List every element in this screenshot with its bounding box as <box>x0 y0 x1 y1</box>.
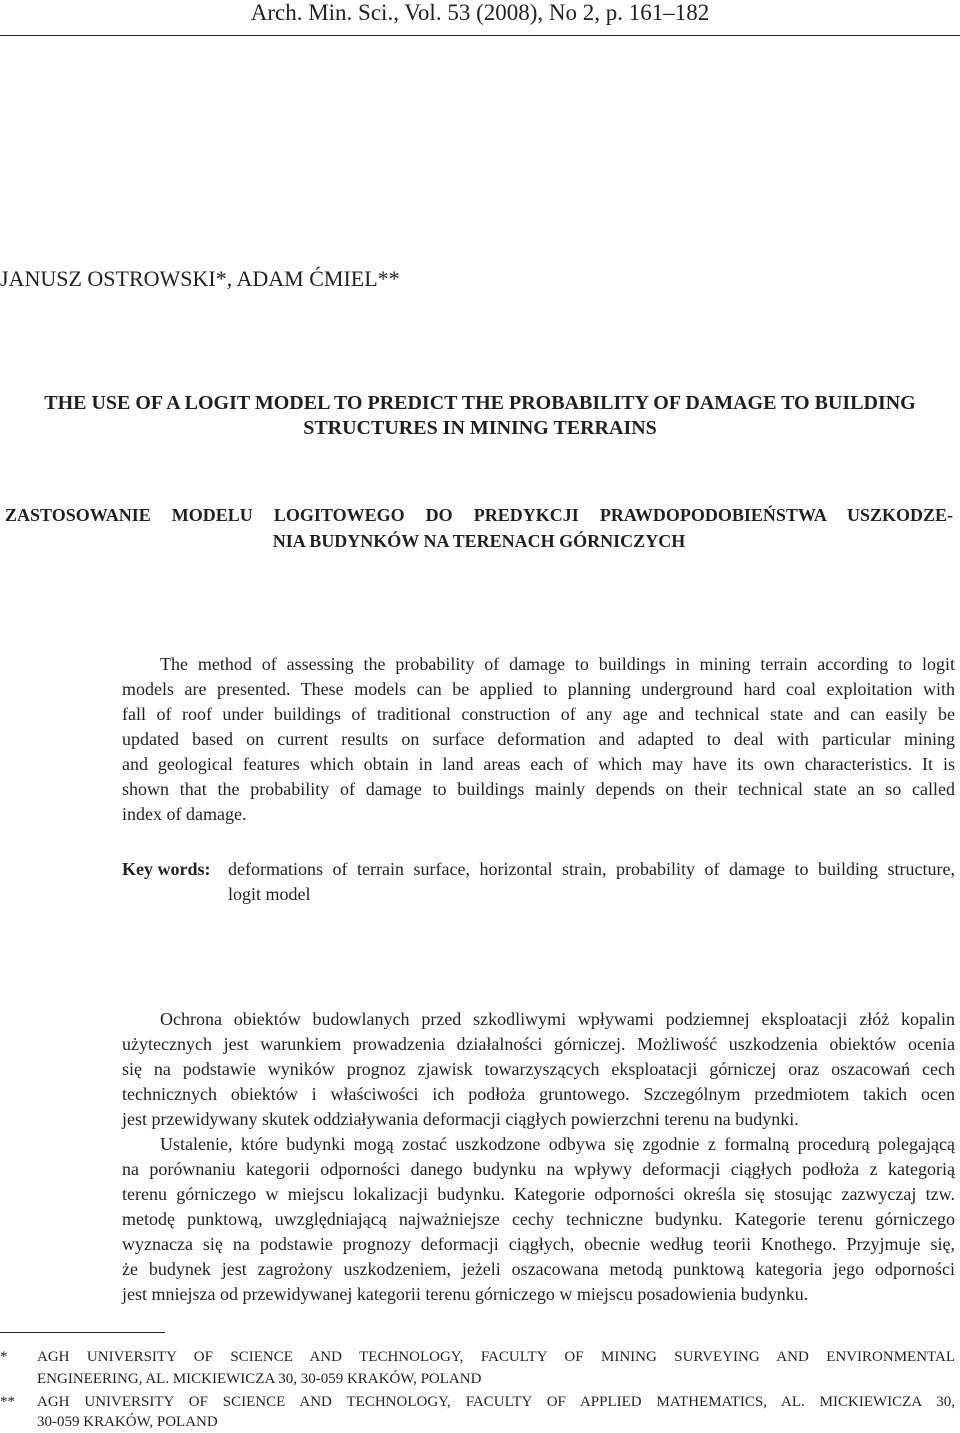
abstract-line: and geological features which obtain in land areas each of which may have its own characteristics. It is <box>122 754 955 774</box>
body-line: Ochrona obiektów budowlanych przed szkodliwymi wpływami podziemnej eksploatacji złóż kopalin <box>160 1009 955 1029</box>
title-english-line: STRUCTURES IN MINING TERRAINS <box>303 417 657 439</box>
body-line: jest mniejsza od przewidywanej kategorii terenu górniczego w miejscu posadowienia budynku. <box>122 1284 809 1304</box>
title-polish-line: ZASTOSOWANIE MODELU LOGITOWEGO DO PREDYKCJI PRAWDOPODOBIEŃSTWA USZKODZE- <box>5 505 953 525</box>
footnote-marker: ** <box>0 1394 15 1410</box>
title-polish-line: NIA BUDYNKÓW NA TERENACH GÓRNICZYCH <box>272 531 686 551</box>
body-line: metodę punktową, uwzględniającą najważniejsze cechy techniczne budynku. Kategorie terenu górniczego <box>122 1209 955 1229</box>
title-polish <box>5 502 953 554</box>
paragraph <box>122 1007 955 1132</box>
footnote-line: AGH UNIVERSITY OF SCIENCE AND TECHNOLOGY, FACULTY OF APPLIED MATHEMATICS, AL. MICKIEWICZA 30, <box>37 1394 955 1410</box>
journal-citation: Arch. Min. Sci., Vol. 53 (2008), No 2, p. 161–182 <box>250 0 710 25</box>
footnote-line: 30-059 KRAKÓW, POLAND <box>37 1414 218 1430</box>
body-line: Ustalenie, które budynki mogą zostać uszkodzone odbywa się zgodnie z formalną procedurą polegającą <box>160 1134 955 1154</box>
authors: JANUSZ OSTROWSKI*, ADAM ĆMIEL** <box>0 266 400 291</box>
keywords-line: deformations of terrain surface, horizontal strain, probability of damage to building structure, <box>228 859 955 879</box>
abstract-line: models are presented. These models can be applied to planning underground hard coal exploitation with <box>122 679 955 699</box>
header-rule <box>0 35 960 36</box>
body-line: terenu górniczego w miejscu lokalizacji budynku. Kategorie odporności określa się stosując zazwyczaj tzw. <box>122 1184 955 1204</box>
keywords-line: logit model <box>228 884 311 904</box>
footnote-text <box>37 1392 955 1432</box>
abstract-line: index of damage. <box>122 804 247 824</box>
keywords <box>122 857 955 907</box>
footnote <box>0 1346 955 1390</box>
abstract-line: The method of assessing the probability of damage to buildings in mining terrain according to logit <box>160 654 955 674</box>
title-english-line: THE USE OF A LOGIT MODEL TO PREDICT THE PROBABILITY OF DAMAGE TO BUILDING <box>44 392 916 414</box>
footnote <box>0 1392 955 1432</box>
abstract <box>122 652 955 827</box>
keywords-label: Key words: <box>122 859 211 879</box>
footnote-rule <box>0 1332 165 1333</box>
body-text <box>122 1007 955 1307</box>
title-english <box>0 391 960 441</box>
body-line: użytecznych jest warunkiem prowadzenia działalności górniczej. Możliwość uszkodzenia obiektów ocenia <box>122 1034 955 1054</box>
body-line: że budynek jest zagrożony uszkodzeniem, jeżeli oszacowana metodą punktową kategoria jego odporności <box>122 1259 955 1279</box>
footnote-text <box>37 1346 955 1390</box>
body-line: jest przewidywany skutek oddziaływania deformacji ciągłych powierzchni terenu na budynki. <box>122 1109 799 1129</box>
abstract-line: fall of roof under buildings of traditional construction of any age and technical state and can easily be <box>122 704 955 724</box>
keywords-text <box>228 857 955 907</box>
abstract-line: updated based on current results on surface deformation and adapted to deal with particular mining <box>122 729 955 749</box>
footnote-line: ENGINEERING, AL. MICKIEWICZA 30, 30-059 KRAKÓW, POLAND <box>37 1371 482 1387</box>
body-line: wyznacza się na podstawie prognozy deformacji ciągłych, obecnie według teorii Knothego. Przyjmuje się, <box>122 1234 955 1254</box>
footnote-line: AGH UNIVERSITY OF SCIENCE AND TECHNOLOGY, FACULTY OF MINING SURVEYING AND ENVIRONMENTAL <box>37 1349 955 1365</box>
body-line: technicznych obiektów i właściwości ich podłoża gruntowego. Szczególnym przedmiotem takich ocen <box>122 1084 955 1104</box>
body-line: na porównaniu kategorii odporności danego budynku na wpływy deformacji ciągłych podłoża z kategorią <box>122 1159 955 1179</box>
footnote-marker: * <box>0 1349 8 1365</box>
paragraph <box>122 1132 955 1307</box>
body-line: się na podstawie wyników prognoz zjawisk towarzyszących eksploatacji górniczej oraz oszacowań cech <box>122 1059 955 1079</box>
abstract-line: shown that the probability of damage to buildings mainly depends on their technical state an so called <box>122 779 955 799</box>
